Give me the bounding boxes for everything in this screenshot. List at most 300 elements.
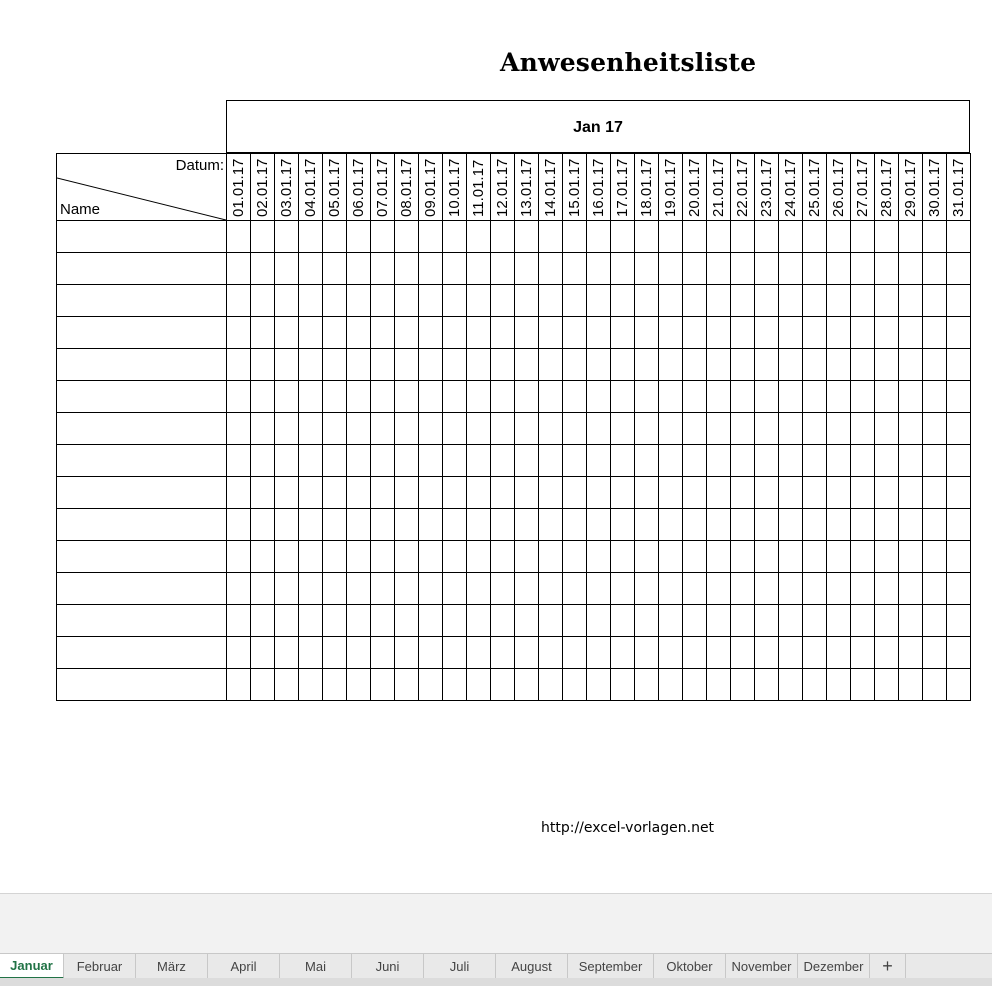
attendance-cell[interactable] bbox=[227, 477, 251, 509]
attendance-cell[interactable] bbox=[443, 253, 467, 285]
attendance-cell[interactable] bbox=[467, 317, 491, 349]
attendance-cell[interactable] bbox=[851, 381, 875, 413]
attendance-cell[interactable] bbox=[947, 253, 971, 285]
attendance-cell[interactable] bbox=[827, 573, 851, 605]
attendance-cell[interactable] bbox=[875, 509, 899, 541]
attendance-cell[interactable] bbox=[491, 221, 515, 253]
attendance-cell[interactable] bbox=[947, 381, 971, 413]
tab-april[interactable]: April bbox=[208, 954, 280, 979]
attendance-cell[interactable] bbox=[659, 413, 683, 445]
attendance-cell[interactable] bbox=[731, 381, 755, 413]
tab-november[interactable]: November bbox=[726, 954, 798, 979]
attendance-cell[interactable] bbox=[851, 221, 875, 253]
attendance-cell[interactable] bbox=[803, 669, 827, 701]
attendance-cell[interactable] bbox=[683, 605, 707, 637]
attendance-cell[interactable] bbox=[851, 285, 875, 317]
attendance-cell[interactable] bbox=[299, 349, 323, 381]
attendance-cell[interactable] bbox=[947, 669, 971, 701]
name-cell[interactable] bbox=[57, 605, 227, 637]
attendance-cell[interactable] bbox=[515, 253, 539, 285]
attendance-cell[interactable] bbox=[803, 317, 827, 349]
attendance-cell[interactable] bbox=[827, 221, 851, 253]
attendance-cell[interactable] bbox=[395, 669, 419, 701]
attendance-cell[interactable] bbox=[899, 573, 923, 605]
attendance-cell[interactable] bbox=[467, 349, 491, 381]
attendance-cell[interactable] bbox=[707, 253, 731, 285]
attendance-cell[interactable] bbox=[875, 381, 899, 413]
attendance-cell[interactable] bbox=[851, 317, 875, 349]
attendance-cell[interactable] bbox=[779, 221, 803, 253]
attendance-cell[interactable] bbox=[419, 509, 443, 541]
attendance-cell[interactable] bbox=[299, 669, 323, 701]
date-header-cell[interactable] bbox=[323, 154, 347, 221]
attendance-cell[interactable] bbox=[515, 477, 539, 509]
attendance-cell[interactable] bbox=[275, 573, 299, 605]
attendance-cell[interactable] bbox=[755, 413, 779, 445]
tab-dezember[interactable]: Dezember bbox=[798, 954, 870, 979]
attendance-cell[interactable] bbox=[491, 541, 515, 573]
attendance-cell[interactable] bbox=[611, 381, 635, 413]
attendance-cell[interactable] bbox=[851, 445, 875, 477]
attendance-cell[interactable] bbox=[899, 509, 923, 541]
attendance-cell[interactable] bbox=[851, 541, 875, 573]
attendance-cell[interactable] bbox=[371, 381, 395, 413]
attendance-cell[interactable] bbox=[563, 541, 587, 573]
date-header-cell[interactable] bbox=[683, 154, 707, 221]
attendance-cell[interactable] bbox=[635, 445, 659, 477]
attendance-cell[interactable] bbox=[947, 413, 971, 445]
date-header-cell[interactable] bbox=[227, 154, 251, 221]
attendance-cell[interactable] bbox=[251, 413, 275, 445]
attendance-cell[interactable] bbox=[323, 605, 347, 637]
attendance-cell[interactable] bbox=[563, 637, 587, 669]
tab-september[interactable]: September bbox=[568, 954, 654, 979]
attendance-cell[interactable] bbox=[779, 541, 803, 573]
attendance-cell[interactable] bbox=[827, 669, 851, 701]
attendance-cell[interactable] bbox=[347, 445, 371, 477]
attendance-cell[interactable] bbox=[227, 349, 251, 381]
attendance-cell[interactable] bbox=[803, 541, 827, 573]
attendance-cell[interactable] bbox=[659, 605, 683, 637]
attendance-cell[interactable] bbox=[803, 221, 827, 253]
attendance-cell[interactable] bbox=[491, 413, 515, 445]
month-header-cell[interactable] bbox=[226, 100, 970, 153]
attendance-cell[interactable] bbox=[731, 413, 755, 445]
attendance-cell[interactable] bbox=[299, 317, 323, 349]
attendance-cell[interactable] bbox=[755, 317, 779, 349]
attendance-cell[interactable] bbox=[539, 541, 563, 573]
attendance-cell[interactable] bbox=[323, 541, 347, 573]
attendance-cell[interactable] bbox=[875, 541, 899, 573]
date-header-cell[interactable] bbox=[275, 154, 299, 221]
attendance-cell[interactable] bbox=[755, 221, 779, 253]
attendance-cell[interactable] bbox=[227, 253, 251, 285]
attendance-cell[interactable] bbox=[563, 253, 587, 285]
date-header-cell[interactable] bbox=[347, 154, 371, 221]
attendance-cell[interactable] bbox=[587, 637, 611, 669]
attendance-cell[interactable] bbox=[755, 669, 779, 701]
attendance-cell[interactable] bbox=[563, 445, 587, 477]
attendance-cell[interactable] bbox=[395, 285, 419, 317]
attendance-cell[interactable] bbox=[347, 221, 371, 253]
attendance-cell[interactable] bbox=[515, 637, 539, 669]
name-cell[interactable] bbox=[57, 253, 227, 285]
attendance-cell[interactable] bbox=[443, 541, 467, 573]
attendance-cell[interactable] bbox=[371, 637, 395, 669]
attendance-cell[interactable] bbox=[467, 381, 491, 413]
attendance-cell[interactable] bbox=[659, 317, 683, 349]
attendance-cell[interactable] bbox=[923, 669, 947, 701]
attendance-cell[interactable] bbox=[371, 541, 395, 573]
attendance-cell[interactable] bbox=[659, 253, 683, 285]
attendance-cell[interactable] bbox=[731, 317, 755, 349]
attendance-cell[interactable] bbox=[419, 253, 443, 285]
attendance-cell[interactable] bbox=[419, 381, 443, 413]
attendance-cell[interactable] bbox=[275, 637, 299, 669]
attendance-cell[interactable] bbox=[755, 573, 779, 605]
attendance-cell[interactable] bbox=[347, 381, 371, 413]
attendance-cell[interactable] bbox=[347, 573, 371, 605]
attendance-cell[interactable] bbox=[731, 285, 755, 317]
attendance-cell[interactable] bbox=[347, 349, 371, 381]
attendance-cell[interactable] bbox=[875, 637, 899, 669]
attendance-cell[interactable] bbox=[923, 413, 947, 445]
attendance-cell[interactable] bbox=[251, 637, 275, 669]
attendance-cell[interactable] bbox=[923, 445, 947, 477]
attendance-cell[interactable] bbox=[851, 605, 875, 637]
attendance-cell[interactable] bbox=[803, 637, 827, 669]
attendance-cell[interactable] bbox=[419, 413, 443, 445]
attendance-cell[interactable] bbox=[851, 573, 875, 605]
attendance-cell[interactable] bbox=[275, 221, 299, 253]
attendance-cell[interactable] bbox=[275, 605, 299, 637]
attendance-cell[interactable] bbox=[371, 317, 395, 349]
attendance-cell[interactable] bbox=[875, 477, 899, 509]
attendance-cell[interactable] bbox=[563, 349, 587, 381]
date-header-cell[interactable] bbox=[923, 154, 947, 221]
attendance-cell[interactable] bbox=[803, 605, 827, 637]
attendance-cell[interactable] bbox=[587, 253, 611, 285]
attendance-cell[interactable] bbox=[515, 445, 539, 477]
attendance-cell[interactable] bbox=[539, 285, 563, 317]
attendance-cell[interactable] bbox=[899, 349, 923, 381]
attendance-cell[interactable] bbox=[899, 669, 923, 701]
attendance-cell[interactable] bbox=[299, 477, 323, 509]
attendance-cell[interactable] bbox=[827, 445, 851, 477]
attendance-cell[interactable] bbox=[803, 381, 827, 413]
attendance-cell[interactable] bbox=[467, 541, 491, 573]
attendance-cell[interactable] bbox=[707, 349, 731, 381]
attendance-cell[interactable] bbox=[539, 509, 563, 541]
name-cell[interactable] bbox=[57, 637, 227, 669]
date-header-cell[interactable] bbox=[803, 154, 827, 221]
attendance-cell[interactable] bbox=[275, 317, 299, 349]
attendance-cell[interactable] bbox=[731, 669, 755, 701]
attendance-cell[interactable] bbox=[707, 637, 731, 669]
attendance-cell[interactable] bbox=[731, 221, 755, 253]
attendance-cell[interactable] bbox=[875, 317, 899, 349]
attendance-cell[interactable] bbox=[371, 605, 395, 637]
attendance-cell[interactable] bbox=[251, 541, 275, 573]
attendance-cell[interactable] bbox=[611, 509, 635, 541]
attendance-cell[interactable] bbox=[515, 285, 539, 317]
attendance-cell[interactable] bbox=[275, 669, 299, 701]
footer-url[interactable]: http://excel-vorlagen.net bbox=[541, 820, 715, 836]
attendance-cell[interactable] bbox=[659, 477, 683, 509]
attendance-cell[interactable] bbox=[251, 317, 275, 349]
attendance-cell[interactable] bbox=[635, 317, 659, 349]
attendance-cell[interactable] bbox=[731, 445, 755, 477]
attendance-cell[interactable] bbox=[227, 637, 251, 669]
attendance-cell[interactable] bbox=[755, 509, 779, 541]
attendance-cell[interactable] bbox=[947, 285, 971, 317]
attendance-cell[interactable] bbox=[371, 669, 395, 701]
attendance-cell[interactable] bbox=[515, 413, 539, 445]
attendance-cell[interactable] bbox=[539, 573, 563, 605]
attendance-cell[interactable] bbox=[251, 381, 275, 413]
attendance-cell[interactable] bbox=[827, 349, 851, 381]
attendance-cell[interactable] bbox=[467, 669, 491, 701]
attendance-cell[interactable] bbox=[443, 413, 467, 445]
attendance-cell[interactable] bbox=[395, 605, 419, 637]
attendance-cell[interactable] bbox=[539, 477, 563, 509]
attendance-cell[interactable] bbox=[539, 413, 563, 445]
attendance-cell[interactable] bbox=[659, 637, 683, 669]
attendance-cell[interactable] bbox=[323, 637, 347, 669]
attendance-cell[interactable] bbox=[419, 317, 443, 349]
attendance-cell[interactable] bbox=[899, 317, 923, 349]
attendance-cell[interactable] bbox=[587, 573, 611, 605]
attendance-cell[interactable] bbox=[731, 477, 755, 509]
attendance-cell[interactable] bbox=[707, 573, 731, 605]
attendance-cell[interactable] bbox=[467, 509, 491, 541]
attendance-cell[interactable] bbox=[491, 285, 515, 317]
attendance-cell[interactable] bbox=[803, 573, 827, 605]
attendance-cell[interactable] bbox=[683, 253, 707, 285]
attendance-cell[interactable] bbox=[611, 445, 635, 477]
attendance-cell[interactable] bbox=[371, 349, 395, 381]
attendance-cell[interactable] bbox=[611, 349, 635, 381]
attendance-cell[interactable] bbox=[875, 221, 899, 253]
attendance-cell[interactable] bbox=[923, 605, 947, 637]
attendance-cell[interactable] bbox=[899, 381, 923, 413]
attendance-cell[interactable] bbox=[563, 669, 587, 701]
attendance-cell[interactable] bbox=[347, 477, 371, 509]
attendance-cell[interactable] bbox=[659, 381, 683, 413]
attendance-cell[interactable] bbox=[347, 413, 371, 445]
attendance-cell[interactable] bbox=[563, 381, 587, 413]
attendance-cell[interactable] bbox=[803, 349, 827, 381]
attendance-cell[interactable] bbox=[251, 349, 275, 381]
attendance-cell[interactable] bbox=[299, 221, 323, 253]
date-header-cell[interactable] bbox=[611, 154, 635, 221]
name-cell[interactable] bbox=[57, 349, 227, 381]
attendance-cell[interactable] bbox=[515, 541, 539, 573]
tab-maerz[interactable]: März bbox=[136, 954, 208, 979]
date-header-cell[interactable] bbox=[851, 154, 875, 221]
name-cell[interactable] bbox=[57, 381, 227, 413]
attendance-cell[interactable] bbox=[779, 381, 803, 413]
attendance-cell[interactable] bbox=[707, 509, 731, 541]
attendance-cell[interactable] bbox=[923, 509, 947, 541]
attendance-cell[interactable] bbox=[347, 669, 371, 701]
attendance-cell[interactable] bbox=[227, 381, 251, 413]
attendance-cell[interactable] bbox=[899, 605, 923, 637]
attendance-cell[interactable] bbox=[323, 509, 347, 541]
attendance-cell[interactable] bbox=[443, 573, 467, 605]
attendance-cell[interactable] bbox=[395, 317, 419, 349]
attendance-cell[interactable] bbox=[779, 669, 803, 701]
attendance-cell[interactable] bbox=[419, 445, 443, 477]
attendance-cell[interactable] bbox=[731, 349, 755, 381]
attendance-cell[interactable] bbox=[275, 285, 299, 317]
attendance-cell[interactable] bbox=[275, 477, 299, 509]
attendance-cell[interactable] bbox=[539, 445, 563, 477]
attendance-cell[interactable] bbox=[443, 669, 467, 701]
date-header-cell[interactable] bbox=[731, 154, 755, 221]
attendance-cell[interactable] bbox=[515, 221, 539, 253]
attendance-cell[interactable] bbox=[683, 541, 707, 573]
attendance-cell[interactable] bbox=[659, 573, 683, 605]
attendance-cell[interactable] bbox=[755, 541, 779, 573]
attendance-cell[interactable] bbox=[755, 381, 779, 413]
attendance-cell[interactable] bbox=[563, 317, 587, 349]
attendance-cell[interactable] bbox=[923, 253, 947, 285]
attendance-cell[interactable] bbox=[611, 253, 635, 285]
attendance-cell[interactable] bbox=[923, 477, 947, 509]
attendance-cell[interactable] bbox=[683, 573, 707, 605]
attendance-cell[interactable] bbox=[851, 509, 875, 541]
attendance-cell[interactable] bbox=[275, 413, 299, 445]
attendance-cell[interactable] bbox=[323, 413, 347, 445]
name-cell[interactable] bbox=[57, 509, 227, 541]
attendance-cell[interactable] bbox=[899, 445, 923, 477]
attendance-cell[interactable] bbox=[587, 381, 611, 413]
attendance-cell[interactable] bbox=[779, 637, 803, 669]
attendance-cell[interactable] bbox=[467, 477, 491, 509]
attendance-cell[interactable] bbox=[491, 637, 515, 669]
attendance-cell[interactable] bbox=[395, 253, 419, 285]
attendance-cell[interactable] bbox=[779, 605, 803, 637]
attendance-cell[interactable] bbox=[947, 605, 971, 637]
attendance-cell[interactable] bbox=[587, 285, 611, 317]
attendance-cell[interactable] bbox=[755, 445, 779, 477]
attendance-cell[interactable] bbox=[323, 445, 347, 477]
attendance-cell[interactable] bbox=[947, 541, 971, 573]
attendance-cell[interactable] bbox=[299, 285, 323, 317]
attendance-cell[interactable] bbox=[395, 445, 419, 477]
attendance-cell[interactable] bbox=[803, 445, 827, 477]
attendance-cell[interactable] bbox=[635, 509, 659, 541]
attendance-cell[interactable] bbox=[899, 637, 923, 669]
attendance-cell[interactable] bbox=[707, 413, 731, 445]
name-cell[interactable] bbox=[57, 221, 227, 253]
attendance-cell[interactable] bbox=[779, 253, 803, 285]
attendance-cell[interactable] bbox=[827, 637, 851, 669]
attendance-cell[interactable] bbox=[467, 413, 491, 445]
attendance-cell[interactable] bbox=[371, 509, 395, 541]
name-cell[interactable] bbox=[57, 477, 227, 509]
attendance-cell[interactable] bbox=[539, 669, 563, 701]
attendance-cell[interactable] bbox=[323, 573, 347, 605]
date-header-cell[interactable] bbox=[779, 154, 803, 221]
attendance-cell[interactable] bbox=[947, 509, 971, 541]
attendance-cell[interactable] bbox=[539, 349, 563, 381]
attendance-cell[interactable] bbox=[275, 509, 299, 541]
attendance-cell[interactable] bbox=[467, 573, 491, 605]
name-cell[interactable] bbox=[57, 573, 227, 605]
attendance-cell[interactable] bbox=[323, 477, 347, 509]
attendance-cell[interactable] bbox=[851, 413, 875, 445]
attendance-cell[interactable] bbox=[419, 221, 443, 253]
attendance-cell[interactable] bbox=[827, 509, 851, 541]
attendance-cell[interactable] bbox=[587, 445, 611, 477]
attendance-cell[interactable] bbox=[707, 317, 731, 349]
attendance-cell[interactable] bbox=[827, 285, 851, 317]
attendance-cell[interactable] bbox=[635, 221, 659, 253]
attendance-cell[interactable] bbox=[467, 637, 491, 669]
attendance-cell[interactable] bbox=[851, 637, 875, 669]
attendance-cell[interactable] bbox=[299, 573, 323, 605]
attendance-cell[interactable] bbox=[611, 413, 635, 445]
attendance-cell[interactable] bbox=[515, 669, 539, 701]
attendance-cell[interactable] bbox=[755, 253, 779, 285]
attendance-cell[interactable] bbox=[899, 477, 923, 509]
attendance-cell[interactable] bbox=[611, 637, 635, 669]
attendance-cell[interactable] bbox=[587, 509, 611, 541]
attendance-cell[interactable] bbox=[323, 381, 347, 413]
add-sheet-icon[interactable]: + bbox=[870, 954, 906, 979]
attendance-cell[interactable] bbox=[539, 221, 563, 253]
attendance-cell[interactable] bbox=[563, 573, 587, 605]
attendance-cell[interactable] bbox=[539, 253, 563, 285]
attendance-cell[interactable] bbox=[491, 477, 515, 509]
tab-august[interactable]: August bbox=[496, 954, 568, 979]
attendance-cell[interactable] bbox=[515, 509, 539, 541]
attendance-cell[interactable] bbox=[275, 349, 299, 381]
attendance-cell[interactable] bbox=[659, 445, 683, 477]
attendance-cell[interactable] bbox=[635, 573, 659, 605]
attendance-cell[interactable] bbox=[371, 221, 395, 253]
attendance-cell[interactable] bbox=[683, 669, 707, 701]
attendance-cell[interactable] bbox=[395, 381, 419, 413]
attendance-cell[interactable] bbox=[635, 253, 659, 285]
attendance-cell[interactable] bbox=[371, 477, 395, 509]
attendance-cell[interactable] bbox=[683, 445, 707, 477]
attendance-cell[interactable] bbox=[587, 669, 611, 701]
date-header-cell[interactable] bbox=[827, 154, 851, 221]
attendance-cell[interactable] bbox=[683, 285, 707, 317]
attendance-cell[interactable] bbox=[251, 477, 275, 509]
attendance-cell[interactable] bbox=[875, 605, 899, 637]
attendance-cell[interactable] bbox=[707, 605, 731, 637]
attendance-cell[interactable] bbox=[299, 605, 323, 637]
attendance-cell[interactable] bbox=[803, 413, 827, 445]
attendance-cell[interactable] bbox=[635, 413, 659, 445]
attendance-cell[interactable] bbox=[635, 477, 659, 509]
date-header-cell[interactable] bbox=[467, 154, 491, 221]
attendance-cell[interactable] bbox=[635, 381, 659, 413]
attendance-cell[interactable] bbox=[227, 445, 251, 477]
attendance-cell[interactable] bbox=[731, 541, 755, 573]
attendance-cell[interactable] bbox=[227, 541, 251, 573]
attendance-cell[interactable] bbox=[779, 445, 803, 477]
attendance-cell[interactable] bbox=[827, 253, 851, 285]
attendance-cell[interactable] bbox=[755, 349, 779, 381]
tab-juli[interactable]: Juli bbox=[424, 954, 496, 979]
attendance-cell[interactable] bbox=[467, 221, 491, 253]
attendance-cell[interactable] bbox=[923, 573, 947, 605]
